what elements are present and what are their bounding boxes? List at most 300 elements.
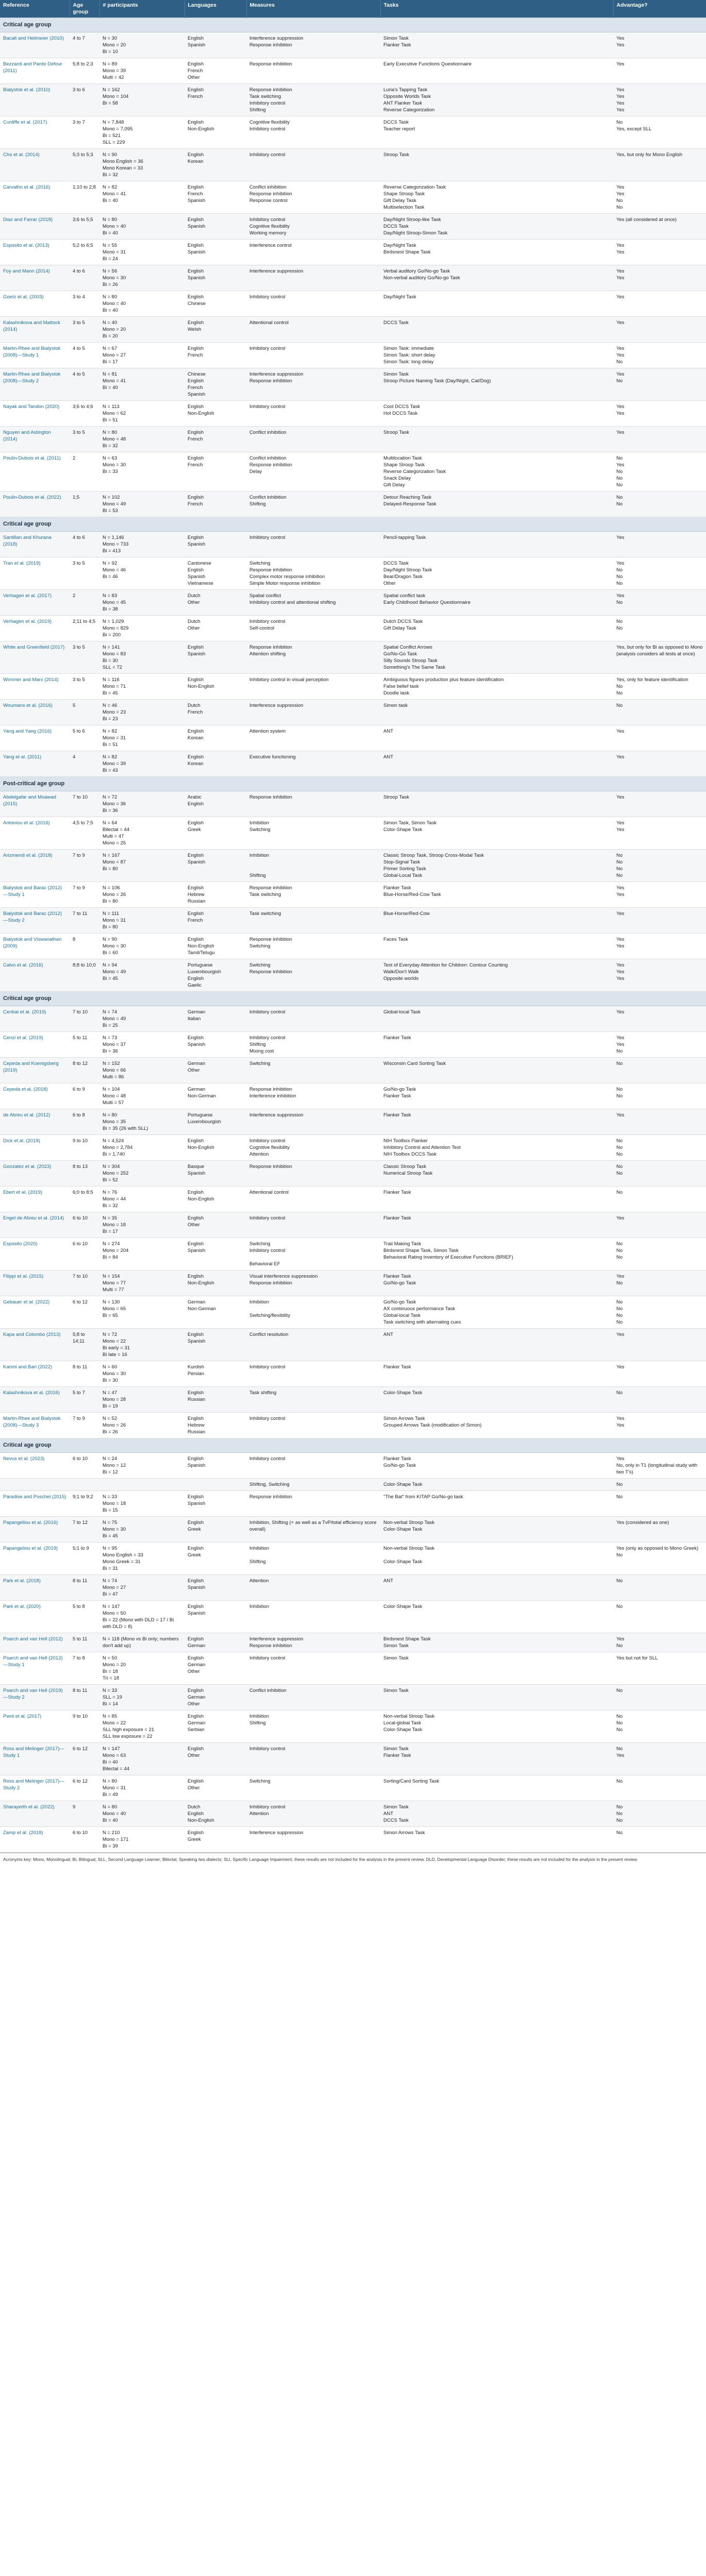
tasks-cell: Cool DCCS Task Hot DCCS Task <box>380 401 613 427</box>
table-row <box>0 492 706 517</box>
languages-cell: English Spanish <box>184 532 246 557</box>
age-group-cell: 5;3 to 5;3 <box>70 149 99 181</box>
participants-cell: N = 67 Mono = 27 Bi = 17 <box>99 343 184 368</box>
participants-cell: N = 24 Mono = 12 Bi = 12 <box>99 1453 184 1479</box>
participants-cell: N = 152 Mono = 66 Multi = 86 <box>99 1058 184 1083</box>
tasks-cell: Go/No-go Task AX continuous performance Task Global-local Task Task switching with alternating cues <box>380 1296 613 1329</box>
participants-cell: N = 94 Mono = 49 Bi = 45 <box>99 959 184 992</box>
age-group-cell: 7 to 9 <box>70 850 99 882</box>
table-row <box>0 850 706 882</box>
age-group-cell: 9 to 10 <box>70 1710 99 1743</box>
tasks-cell: Flanker Task <box>380 1032 613 1058</box>
tasks-cell: Verbal auditory Go/No-go Task Non-verbal auditory Go/No-go Task <box>380 265 613 291</box>
participants-cell: N = 1,029 Mono = 829 Bi = 200 <box>99 616 184 641</box>
tasks-cell: Birdsnest Shape Task Simon Task <box>380 1633 613 1652</box>
measures-cell: Inhibitory control <box>246 1453 380 1479</box>
measures-cell: Response inhibition Interference inhibition <box>246 1083 380 1109</box>
table-row <box>0 181 706 214</box>
reference-cell[interactable]: Gonzalez et al. (2023) <box>0 1161 70 1187</box>
table-row <box>0 1109 706 1135</box>
table-row <box>0 1633 706 1652</box>
advantage-cell: No No <box>613 616 706 641</box>
measures-cell: Response inhibition <box>246 1491 380 1517</box>
advantage-cell: Yes <box>613 532 706 557</box>
tasks-cell: Simon Task <box>380 1652 613 1685</box>
measures-cell: Interference suppression <box>246 265 380 291</box>
age-group-cell: 5 to 6 <box>70 725 99 751</box>
reference-cell[interactable]: Bialystok et al. (2010) <box>0 84 70 116</box>
measures-cell: Inhibitory control Cognitive flexibility Attention <box>246 1135 380 1161</box>
reference-cell[interactable]: Nevus et al. (2023) <box>0 1453 70 1479</box>
reference-cell[interactable]: Yang and Yang (2016) <box>0 725 70 751</box>
measures-cell: Attentional control <box>246 1187 380 1212</box>
languages-cell: English Spanish <box>184 850 246 882</box>
measures-cell: Response inhibition <box>246 1161 380 1187</box>
age-group-cell: 6 to 12 <box>70 1743 99 1775</box>
measures-cell: Inhibitory control <box>246 1413 380 1438</box>
table-row <box>0 1083 706 1109</box>
advantage-cell: No No <box>613 1161 706 1187</box>
age-group-cell: 6;0 to 8;5 <box>70 1187 99 1212</box>
age-group-cell: 3 to 5 <box>70 317 99 343</box>
tasks-cell: Global-local Task <box>380 1006 613 1032</box>
reference-cell[interactable]: de Abreu et al. (2012) <box>0 1109 70 1135</box>
advantage-cell: Yes <box>613 751 706 777</box>
measures-cell: Inhibitory control Attention <box>246 1801 380 1827</box>
advantage-cell: No No No <box>613 1135 706 1161</box>
languages-cell: English Non-English <box>184 116 246 149</box>
age-group-cell: 7 to 12 <box>70 1517 99 1543</box>
participants-cell: N = 64 Bilectal = 44 Multi = 47 Mono = 25 <box>99 817 184 850</box>
reference-cell[interactable]: Esposito (2020) <box>0 1238 70 1270</box>
tasks-cell: Flanker Task Go/No-go Task <box>380 1453 613 1479</box>
header-measures: Measures <box>246 0 380 18</box>
measures-cell: Attention <box>246 1575 380 1601</box>
measures-cell: Inhibition Shifting <box>246 1710 380 1743</box>
age-group-cell: 2 <box>70 452 99 492</box>
table-row <box>0 700 706 725</box>
measures-cell: Inhibitory control <box>246 532 380 557</box>
tasks-cell: ANT <box>380 1329 613 1361</box>
reference-cell[interactable]: Bialystok and Viswanathan (2009) <box>0 934 70 959</box>
measures-cell: Inhibitory control <box>246 1743 380 1775</box>
reference-cell[interactable]: Cepeda and Koenigsberg (2019) <box>0 1058 70 1083</box>
participants-cell: N = 46 Mono = 23 Bi = 23 <box>99 700 184 725</box>
languages-cell: English Other <box>184 1775 246 1801</box>
reference-cell[interactable]: Kalashnikova et al. (2016) <box>0 1387 70 1413</box>
reference-cell[interactable]: Engel de Abreu et al. (2014) <box>0 1212 70 1238</box>
reference-cell[interactable]: Cenzi et al. (2019) <box>0 1032 70 1058</box>
reference-cell[interactable]: Poulin-Dubois et al. (2011) <box>0 452 70 492</box>
participants-cell: N = 111 Mono = 31 Bi = 80 <box>99 908 184 934</box>
table-row <box>0 401 706 427</box>
reference-cell[interactable]: Diaz and Farrar (2018) <box>0 214 70 240</box>
measures-cell: Inhibitory control <box>246 343 380 368</box>
languages-cell: English Spanish <box>184 265 246 291</box>
table-row <box>0 817 706 850</box>
languages-cell: Dutch Other <box>184 590 246 616</box>
participants-cell: N = 60 Mono = 30 Bi = 30 <box>99 1361 184 1387</box>
tasks-cell: Flanker Task <box>380 1361 613 1387</box>
measures-cell: Response inhibition Switching <box>246 934 380 959</box>
advantage-cell: Yes <box>613 291 706 317</box>
age-group-cell: 9 <box>70 1801 99 1827</box>
measures-cell: Inhibitory control <box>246 1361 380 1387</box>
tasks-cell: Color-Shape Task <box>380 1387 613 1413</box>
advantage-cell: Yes Yes No <box>613 1032 706 1058</box>
languages-cell: German Italian <box>184 1006 246 1032</box>
reference-cell[interactable]: Bezzardi and Pardo Defour (2011) <box>0 58 70 84</box>
advantage-cell: No No <box>613 1083 706 1109</box>
measures-cell: Interference control <box>246 240 380 265</box>
reference-cell[interactable]: Poulin-Dubois et al. (2022) <box>0 492 70 517</box>
reference-cell[interactable]: Martin-Rhee and Bialystok (2008)—Study 3 <box>0 1413 70 1438</box>
group-label: Critical age group <box>0 18 706 32</box>
participants-cell: N = 85 Mono = 22 SLL high exposure = 21 SLL low exposure = 22 <box>99 1710 184 1743</box>
age-group-cell: 6 to 9 <box>70 1083 99 1109</box>
age-group-cell: 3 to 5 <box>70 557 99 590</box>
table-row <box>0 1135 706 1161</box>
table-row <box>0 532 706 557</box>
age-group-cell: 6 to 12 <box>70 1296 99 1329</box>
reference-cell[interactable]: Poarch and van Hell (2012) <box>0 1633 70 1652</box>
reference-cell[interactable]: Dick et al. (2019) <box>0 1135 70 1161</box>
reference-cell[interactable]: Martin-Rhee and Bialystok (2008)—Study 2 <box>0 368 70 401</box>
advantage-cell: No <box>613 1387 706 1413</box>
age-group-cell: 5;2 to 6;5 <box>70 240 99 265</box>
group-label: Critical age group <box>0 992 706 1006</box>
languages-cell: Cantonese English Spanish Vietnamese <box>184 557 246 590</box>
measures-cell: Spatial conflict Inhibitory control and attentional shifting <box>246 590 380 616</box>
age-group-cell: 4;5 to 7;5 <box>70 817 99 850</box>
advantage-cell: Yes Yes <box>613 265 706 291</box>
reference-cell[interactable]: Carvalho et al. (2016) <box>0 181 70 214</box>
advantage-cell: Yes Yes Yes Yes <box>613 84 706 116</box>
languages-cell: English Chinese <box>184 291 246 317</box>
tasks-cell: Classic Stroop Task, Stroop Cross-Modal Task Stop-Signal Task Primer Sorting Task Global-Local Task <box>380 850 613 882</box>
languages-cell: English French Other <box>184 58 246 84</box>
measures-cell: Inhibition Switching <box>246 817 380 850</box>
reference-cell[interactable]: Antoniou et al. (2016) <box>0 817 70 850</box>
tasks-cell: Flanker Task Blue-Horse/Red-Cow Task <box>380 882 613 908</box>
reference-cell[interactable]: Gebauer et al. (2022) <box>0 1296 70 1329</box>
reference-cell[interactable]: Esposito et al. (2013) <box>0 240 70 265</box>
reference-cell[interactable]: Park et al. (2020) <box>0 1601 70 1633</box>
reference-cell[interactable]: Goetz et al. (2003) <box>0 291 70 317</box>
reference-cell[interactable]: Ross and Melinger (2017)—Study 1 <box>0 1743 70 1775</box>
advantage-cell: No <box>613 1187 706 1212</box>
participants-cell: N = 40 Mono = 20 Bi = 20 <box>99 317 184 343</box>
languages-cell: English Spanish <box>184 1329 246 1361</box>
tasks-cell: DCCS Task Teacher report <box>380 116 613 149</box>
languages-cell: English Spanish <box>184 1575 246 1601</box>
advantage-cell: No Yes <box>613 1743 706 1775</box>
measures-cell: Switching Inhibitory control Behavioral EF <box>246 1238 380 1270</box>
group-header-row <box>0 992 706 1006</box>
participants-cell: N = 95 Mono English = 33 Mono Greek = 31 Bi = 31 <box>99 1543 184 1575</box>
participants-cell: N = 72 Mono = 36 Bi = 36 <box>99 791 184 817</box>
table-row <box>0 1187 706 1212</box>
advantage-cell: No No No <box>613 1238 706 1270</box>
measures-cell: Interference suppression <box>246 1827 380 1853</box>
reference-cell[interactable]: Kalashnikova and Mattock (2014) <box>0 317 70 343</box>
tasks-cell: NIH Toolbox Flanker Inhibitory Control and Attention Test NIH Toolbox DCCS Task <box>380 1135 613 1161</box>
tasks-cell: Blue-Horse/Red-Cow <box>380 908 613 934</box>
tasks-cell: Multilocation Task Shape Stroop Task Reverse Categorization Task Snack Delay Gift Delay <box>380 452 613 492</box>
advantage-cell: No <box>613 1775 706 1801</box>
reference-cell[interactable]: Cepeda et al. (2018) <box>0 1083 70 1109</box>
table-body <box>0 18 706 1853</box>
table-row <box>0 1801 706 1827</box>
reference-cell[interactable]: Kapa and Colombo (2013) <box>0 1329 70 1361</box>
tasks-cell: ANT <box>380 1575 613 1601</box>
age-group-cell: 5;8 to 2;3 <box>70 58 99 84</box>
age-group-cell: 5;1 to 9 <box>70 1543 99 1575</box>
group-label: Post-critical age group <box>0 777 706 791</box>
languages-cell: English Korean <box>184 149 246 181</box>
reference-cell[interactable]: Santillan and Khurana (2018) <box>0 532 70 557</box>
languages-cell: English Spanish <box>184 1032 246 1058</box>
table-row <box>0 149 706 181</box>
participants-cell: N = 167 Mono = 87 Bi = 80 <box>99 850 184 882</box>
measures-cell: Inhibitory control <box>246 149 380 181</box>
age-group-cell: 7 to 11 <box>70 908 99 934</box>
participants-cell: N = 81 Mono = 41 Bi = 40 <box>99 368 184 401</box>
tasks-cell: Flanker Task <box>380 1109 613 1135</box>
table-row <box>0 1296 706 1329</box>
table-row <box>0 427 706 452</box>
participants-cell: N = 1,146 Mono = 733 Bi = 413 <box>99 532 184 557</box>
tasks-cell: Simon Task Flanker Task <box>380 32 613 58</box>
advantage-cell: Yes Yes No No <box>613 181 706 214</box>
reference-cell[interactable]: Ross and Melinger (2017)—Study 2 <box>0 1775 70 1801</box>
advantage-cell: Yes <box>613 725 706 751</box>
measures-cell: Switching Response inhibition Complex motor response inhibition Simple Motor response inhibition <box>246 557 380 590</box>
advantage-cell: Yes <box>613 1006 706 1032</box>
reference-cell[interactable]: Papangeliou et al. (2016) <box>0 1517 70 1543</box>
table-row <box>0 1685 706 1710</box>
reference-cell[interactable]: Karimi and Bari (2022) <box>0 1361 70 1387</box>
advantage-cell: Yes, but only for Bi as opposed to Mono (analysis considers all tests at once) <box>613 641 706 674</box>
advantage-cell: Yes No No No <box>613 557 706 590</box>
reference-cell[interactable]: Cunliffe et al. (2017) <box>0 116 70 149</box>
reference-cell[interactable]: Arizmendi et al. (2018) <box>0 850 70 882</box>
participants-cell: N = 118 (Mono vs Bi only; numbers don't add up) <box>99 1633 184 1652</box>
languages-cell: English Spanish <box>184 1491 246 1517</box>
advantage-cell: No No No No <box>613 1296 706 1329</box>
measures-cell: Interference suppression Response inhibition <box>246 368 380 401</box>
measures-cell: Attentional control <box>246 317 380 343</box>
languages-cell: Arabic English <box>184 791 246 817</box>
tasks-cell: Faces Task <box>380 934 613 959</box>
age-group-cell: 6 to 12 <box>70 1775 99 1801</box>
participants-cell: N = 80 Mono = 31 Bi = 49 <box>99 1775 184 1801</box>
participants-cell: N = 304 Mono = 252 Bi = 52 <box>99 1161 184 1187</box>
tasks-cell: Simon Task Flanker Task <box>380 1743 613 1775</box>
languages-cell: English Spanish <box>184 240 246 265</box>
reference-cell[interactable]: White and Greenfield (2017) <box>0 641 70 674</box>
participants-cell: N = 82 Mono = 31 Bi = 51 <box>99 725 184 751</box>
tasks-cell: Simon Arrows Task <box>380 1827 613 1853</box>
advantage-cell: No No No <box>613 1801 706 1827</box>
languages-cell <box>184 1479 246 1491</box>
age-group-cell: 6 to 8 <box>70 1109 99 1135</box>
age-group-cell: 8 to 11 <box>70 1361 99 1387</box>
table-row <box>0 368 706 401</box>
group-header-row <box>0 1438 706 1453</box>
tasks-cell: Stroop Task <box>380 791 613 817</box>
age-group-cell: 3 to 5 <box>70 674 99 700</box>
reference-cell[interactable]: Martin-Rhee and Bialystok (2008)—Study 1 <box>0 343 70 368</box>
table-row <box>0 291 706 317</box>
age-group-cell: 8 <box>70 934 99 959</box>
reference-cell[interactable]: Bacalt and Heilmeier (2010) <box>0 32 70 58</box>
measures-cell: Inhibitory control <box>246 1652 380 1685</box>
tasks-cell: Simon Task, Simon Task Color-Shape Task <box>380 817 613 850</box>
measures-cell: Executive functioning <box>246 751 380 777</box>
table-row <box>0 1775 706 1801</box>
table-row <box>0 1479 706 1491</box>
reference-cell[interactable]: Calvo et al. (2016) <box>0 959 70 992</box>
reference-cell[interactable]: Foy and Mann (2014) <box>0 265 70 291</box>
tasks-cell: Trail Making Task Birdsnest Shape Task, Simon Task Behavioral Rating Inventory of Executive Functions (BRIEF) <box>380 1238 613 1270</box>
participants-cell: N = 113 Mono = 62 Bi = 51 <box>99 401 184 427</box>
advantage-cell: Yes, but only for Mono English <box>613 149 706 181</box>
tasks-cell: Flanker Task <box>380 1187 613 1212</box>
age-group-cell: 7 to 9 <box>70 1413 99 1438</box>
participants-cell: N = 47 Mono = 28 Bi = 19 <box>99 1387 184 1413</box>
age-group-cell: 3 to 7 <box>70 116 99 149</box>
reference-cell[interactable]: Pwnt et al. (2017) <box>0 1710 70 1743</box>
participants-cell: N = 104 Mono = 48 Multi = 57 <box>99 1083 184 1109</box>
table-header <box>0 0 706 18</box>
reference-cell[interactable]: Abdelgafar and Moawad (2015) <box>0 791 70 817</box>
header-age-group: Age group <box>70 0 99 18</box>
participants-cell: N = 33 Mono = 18 Bi = 15 <box>99 1491 184 1517</box>
reference-cell[interactable]: Nguyen and Astington (2014) <box>0 427 70 452</box>
table-row <box>0 908 706 934</box>
advantage-cell: Yes <box>613 908 706 934</box>
reference-cell[interactable]: Tran et al. (2019) <box>0 557 70 590</box>
participants-cell: N = 116 Mono = 71 Bi = 45 <box>99 674 184 700</box>
participants-cell: N = 82 Mono = 41 Bi = 40 <box>99 181 184 214</box>
measures-cell: Inhibitory control Cognitive flexibility Working memory <box>246 214 380 240</box>
reference-cell[interactable]: Papangeliou et al. (2019) <box>0 1543 70 1575</box>
advantage-cell: No <box>613 1479 706 1491</box>
participants-cell: N = 7,848 Mono = 7,095 Bi = 521 SLL = 229 <box>99 116 184 149</box>
reference-cell[interactable]: Woumans et al. (2016) <box>0 700 70 725</box>
reference-cell[interactable] <box>0 1479 70 1491</box>
tasks-cell: Simon Task ANT DCCS Task <box>380 1801 613 1827</box>
reference-cell[interactable]: Poarch and van Hell (2019)—Study 2 <box>0 1685 70 1710</box>
reference-cell[interactable]: Paradise and Poschel (2015) <box>0 1491 70 1517</box>
advantage-cell: No <box>613 1827 706 1853</box>
age-group-cell: 8 to 11 <box>70 1685 99 1710</box>
languages-cell: German Other <box>184 1058 246 1083</box>
reference-cell[interactable]: Nayak and Tandon (2020) <box>0 401 70 427</box>
participants-cell: N = 72 Mono = 22 Bi early = 31 Bi late = 16 <box>99 1329 184 1361</box>
languages-cell: English French <box>184 343 246 368</box>
reference-cell[interactable]: Yang et al. (2011) <box>0 751 70 777</box>
table-row <box>0 58 706 84</box>
reference-cell[interactable]: Bialystok and Barac (2012)—Study 1 <box>0 882 70 908</box>
age-group-cell: 5 to 11 <box>70 1633 99 1652</box>
advantage-cell: No <box>613 700 706 725</box>
tasks-cell: Non-verbal Stroop Task Color-Shape Task <box>380 1543 613 1575</box>
age-group-cell: 6 to 10 <box>70 1238 99 1270</box>
reference-cell[interactable]: Cenbai et al. (2019) <box>0 1006 70 1032</box>
measures-cell: Response inhibition Task switching Inhibitory control Shifting <box>246 84 380 116</box>
reference-cell[interactable]: Sharayerth et al. (2022) <box>0 1801 70 1827</box>
advantage-cell: Yes No <box>613 590 706 616</box>
measures-cell: Conflict inhibition <box>246 427 380 452</box>
reference-cell[interactable]: Ebert et al. (2019) <box>0 1187 70 1212</box>
age-group-cell: 8 to 12 <box>70 1058 99 1083</box>
reference-cell[interactable]: Park et al. (2018) <box>0 1575 70 1601</box>
header-languages: Languages <box>184 0 246 18</box>
reference-cell[interactable]: Verhagen et al. (2019) <box>0 616 70 641</box>
table-row <box>0 882 706 908</box>
reference-cell[interactable]: Bialystok and Barac (2012)—Study 2 <box>0 908 70 934</box>
reference-cell[interactable]: Zamp et al. (2018) <box>0 1827 70 1853</box>
group-header-row <box>0 18 706 32</box>
table-row <box>0 1212 706 1238</box>
reference-cell[interactable]: Cho et al. (2014) <box>0 149 70 181</box>
table-row <box>0 1032 706 1058</box>
tasks-cell: Color-Shape Task <box>380 1479 613 1491</box>
advantage-cell: Yes Yes <box>613 401 706 427</box>
age-group-cell: 6 to 10 <box>70 1827 99 1853</box>
table-row <box>0 641 706 674</box>
advantage-cell: Yes Yes Yes <box>613 959 706 992</box>
reference-cell[interactable]: Verhagen et al. (2017) <box>0 590 70 616</box>
advantage-cell: Yes No <box>613 1270 706 1296</box>
tasks-cell: Simon task <box>380 700 613 725</box>
languages-cell: English Non-English <box>184 1135 246 1161</box>
participants-cell: N = 80 Mono = 40 Bi = 40 <box>99 214 184 240</box>
tasks-cell: Simon Arrows Task Grouped Arrows Task (modification of Simon) <box>380 1413 613 1438</box>
measures-cell: Switching <box>246 1775 380 1801</box>
tasks-cell: Dutch DCCS Task Gift Delay Task <box>380 616 613 641</box>
age-group-cell: 9 to 10 <box>70 1135 99 1161</box>
participants-cell: N = 80 Mono = 40 Bi = 40 <box>99 1801 184 1827</box>
age-group-cell: 3 to 6 <box>70 84 99 116</box>
table-row <box>0 1161 706 1187</box>
advantage-cell: No Yes, except SLL <box>613 116 706 149</box>
languages-cell: English Spanish <box>184 32 246 58</box>
languages-cell: Kurdish Persian <box>184 1361 246 1387</box>
reference-cell[interactable]: Wimmer and Marx (2014) <box>0 674 70 700</box>
reference-cell[interactable]: Poarch and van Hell (2012)—Study 1 <box>0 1652 70 1685</box>
tasks-cell: Reverse Categorization Task Shape Stroop Task Gift Delay Task Multiselection Task <box>380 181 613 214</box>
reference-cell[interactable]: Filippi et al. (2015) <box>0 1270 70 1296</box>
advantage-cell: Yes <box>613 1109 706 1135</box>
measures-cell: Response inhibition Attention shifting <box>246 641 380 674</box>
advantage-cell: No No No No <box>613 850 706 882</box>
languages-cell: English Greek <box>184 1543 246 1575</box>
advantage-cell: Yes Yes <box>613 1413 706 1438</box>
age-group-cell: 7 to 8 <box>70 1652 99 1685</box>
languages-cell: Dutch French <box>184 700 246 725</box>
age-group-cell: 2;11 to 4;5 <box>70 616 99 641</box>
participants-cell: N = 82 Mono = 39 Bi = 43 <box>99 751 184 777</box>
table-row <box>0 1517 706 1543</box>
measures-cell: Conflict inhibition Response inhibition Response control <box>246 181 380 214</box>
table-row <box>0 32 706 58</box>
languages-cell: Portuguese Luxembourgish <box>184 1109 246 1135</box>
group-label: Critical age group <box>0 1438 706 1453</box>
languages-cell: English Non-English <box>184 1187 246 1212</box>
